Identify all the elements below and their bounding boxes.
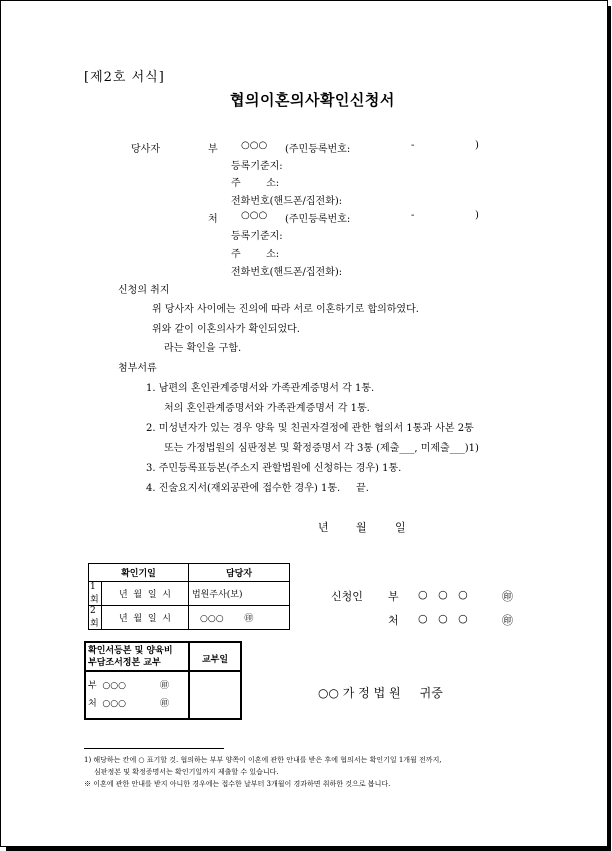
delivery-header bbox=[85, 642, 189, 671]
attachment-item: 4. 진술요지서(재외공관에 접수한 경우) 1통. 끝. bbox=[146, 483, 369, 494]
attachment-item: 2. 미성년자가 있는 경우 양육 및 친권자결정에 관한 협의서 1통과 사본 2통 bbox=[146, 423, 474, 434]
husband-registry-label: 등록기준지: bbox=[231, 161, 283, 172]
delivery-table bbox=[84, 641, 242, 720]
applicant-husband-seal: ㊞ bbox=[502, 590, 513, 603]
confirm-date-header: 확인기일 bbox=[89, 564, 189, 582]
wife-rrn-label: (주민등록번호: bbox=[285, 214, 351, 225]
applicant-husband-role: 부 bbox=[388, 590, 399, 603]
delivery-header-line: 확인서등본 및 양육비 bbox=[88, 645, 173, 656]
husband-rrn-close: ) bbox=[475, 140, 479, 151]
husband-rrn-dash: - bbox=[411, 140, 415, 151]
staff-header: 담당자 bbox=[188, 564, 289, 582]
staff-title-cell: 법원주사(보) bbox=[188, 582, 289, 606]
attachment-item: 1. 남편의 혼인관계증명서와 가족관계증명서 각 1통. bbox=[146, 383, 375, 394]
footnote-1-cont: 심판정본 및 확정증명서는 확인기일까지 제출할 수 있습니다. bbox=[94, 768, 279, 776]
applicant-wife-name: ○ ○ ○ bbox=[418, 612, 468, 625]
delivery-header-line: 부담조서정본 교부 bbox=[88, 657, 161, 668]
attachment-item: 또는 가정법원의 심판정본 및 확정증명서 각 3통 (제출___, 미제출___)1) bbox=[164, 443, 479, 454]
confirm-ordinal: 2회 bbox=[89, 606, 102, 630]
confirm-ordinal: 1회 bbox=[89, 582, 102, 606]
page-shadow-bottom bbox=[6, 847, 611, 851]
staff-name: ○○○ bbox=[199, 614, 224, 624]
attachment-item: 3. 주민등록표등본(주소지 관할법원에 신청하는 경우) 1통. bbox=[146, 463, 402, 474]
staff-seal: ㊞ bbox=[244, 614, 254, 624]
purpose-line: 라는 확인을 구함. bbox=[164, 343, 242, 354]
court-name: ○○ 가 정 법 원 귀중 bbox=[318, 686, 443, 700]
delivery-wife-seal: ㊞ bbox=[159, 699, 169, 709]
delivery-husband-seal: ㊞ bbox=[159, 681, 169, 691]
confirm-date-cell: 년 월 일 시 bbox=[102, 582, 189, 606]
form-number: [제2호 서식] bbox=[84, 70, 165, 85]
applicant-husband-name: ○ ○ ○ bbox=[418, 588, 468, 601]
date-year: 년 bbox=[318, 521, 329, 534]
husband-name: ○○○ bbox=[241, 140, 268, 151]
husband-address-label: 주 소: bbox=[231, 178, 280, 189]
applicant-label: 신청인 bbox=[331, 590, 363, 603]
parties-label: 당사자 bbox=[131, 144, 160, 155]
wife-address-label: 주 소: bbox=[231, 249, 280, 260]
delivery-date-header: 교부일 bbox=[189, 642, 241, 671]
wife-phone-label: 전화번호(핸드폰/집전화): bbox=[231, 267, 343, 278]
husband-role: 부 bbox=[208, 144, 218, 155]
date-day: 일 bbox=[395, 521, 406, 534]
husband-phone-label: 전화번호(핸드폰/집전화): bbox=[231, 196, 343, 207]
husband-rrn-label: (주민등록번호: bbox=[285, 144, 351, 155]
confirm-date-table bbox=[88, 563, 290, 630]
footnote-2: ※ 이혼에 관한 안내를 받지 아니한 경우에는 접수한 날부터 3개월이 경과하면 취하한 것으로 봅니다. bbox=[84, 780, 391, 788]
delivery-date-cell bbox=[189, 671, 241, 719]
footnote-1: 1) 해당하는 칸에 ○ 표기할 것. 협의하는 부부 양쪽이 이혼에 관한 안내를 받은 후에 협의서는 확인기일 1개월 전까지, bbox=[84, 756, 442, 764]
delivery-recipients bbox=[85, 671, 189, 719]
page-shadow-right bbox=[607, 6, 611, 851]
purpose-line: 위 당사자 사이에는 진의에 따라 서로 이혼하기로 합의하였다. bbox=[152, 304, 419, 315]
attachments-label: 첨부서류 bbox=[118, 363, 157, 374]
wife-registry-label: 등록기준지: bbox=[231, 231, 283, 242]
attachment-item: 처의 혼인관계증명서와 가족관계증명서 각 1통. bbox=[164, 403, 370, 414]
wife-role: 처 bbox=[208, 214, 218, 225]
wife-name: ○○○ bbox=[241, 210, 268, 221]
document-title: 협의이혼의사확인신청서 bbox=[230, 91, 395, 109]
purpose-label: 신청의 취지 bbox=[118, 285, 170, 296]
delivery-wife: 처 ○○○ bbox=[88, 699, 126, 709]
delivery-husband: 부 ○○○ bbox=[88, 681, 126, 691]
applicant-wife-seal: ㊞ bbox=[502, 614, 513, 627]
confirm-date-cell: 년 월 일 시 bbox=[102, 606, 189, 630]
wife-rrn-close: ) bbox=[475, 210, 479, 221]
applicant-wife-role: 처 bbox=[388, 614, 399, 627]
footnote-divider bbox=[84, 748, 224, 749]
purpose-line: 위와 같이 이혼의사가 확인되었다. bbox=[152, 324, 300, 335]
date-month: 월 bbox=[356, 521, 367, 534]
wife-rrn-dash: - bbox=[411, 210, 415, 221]
